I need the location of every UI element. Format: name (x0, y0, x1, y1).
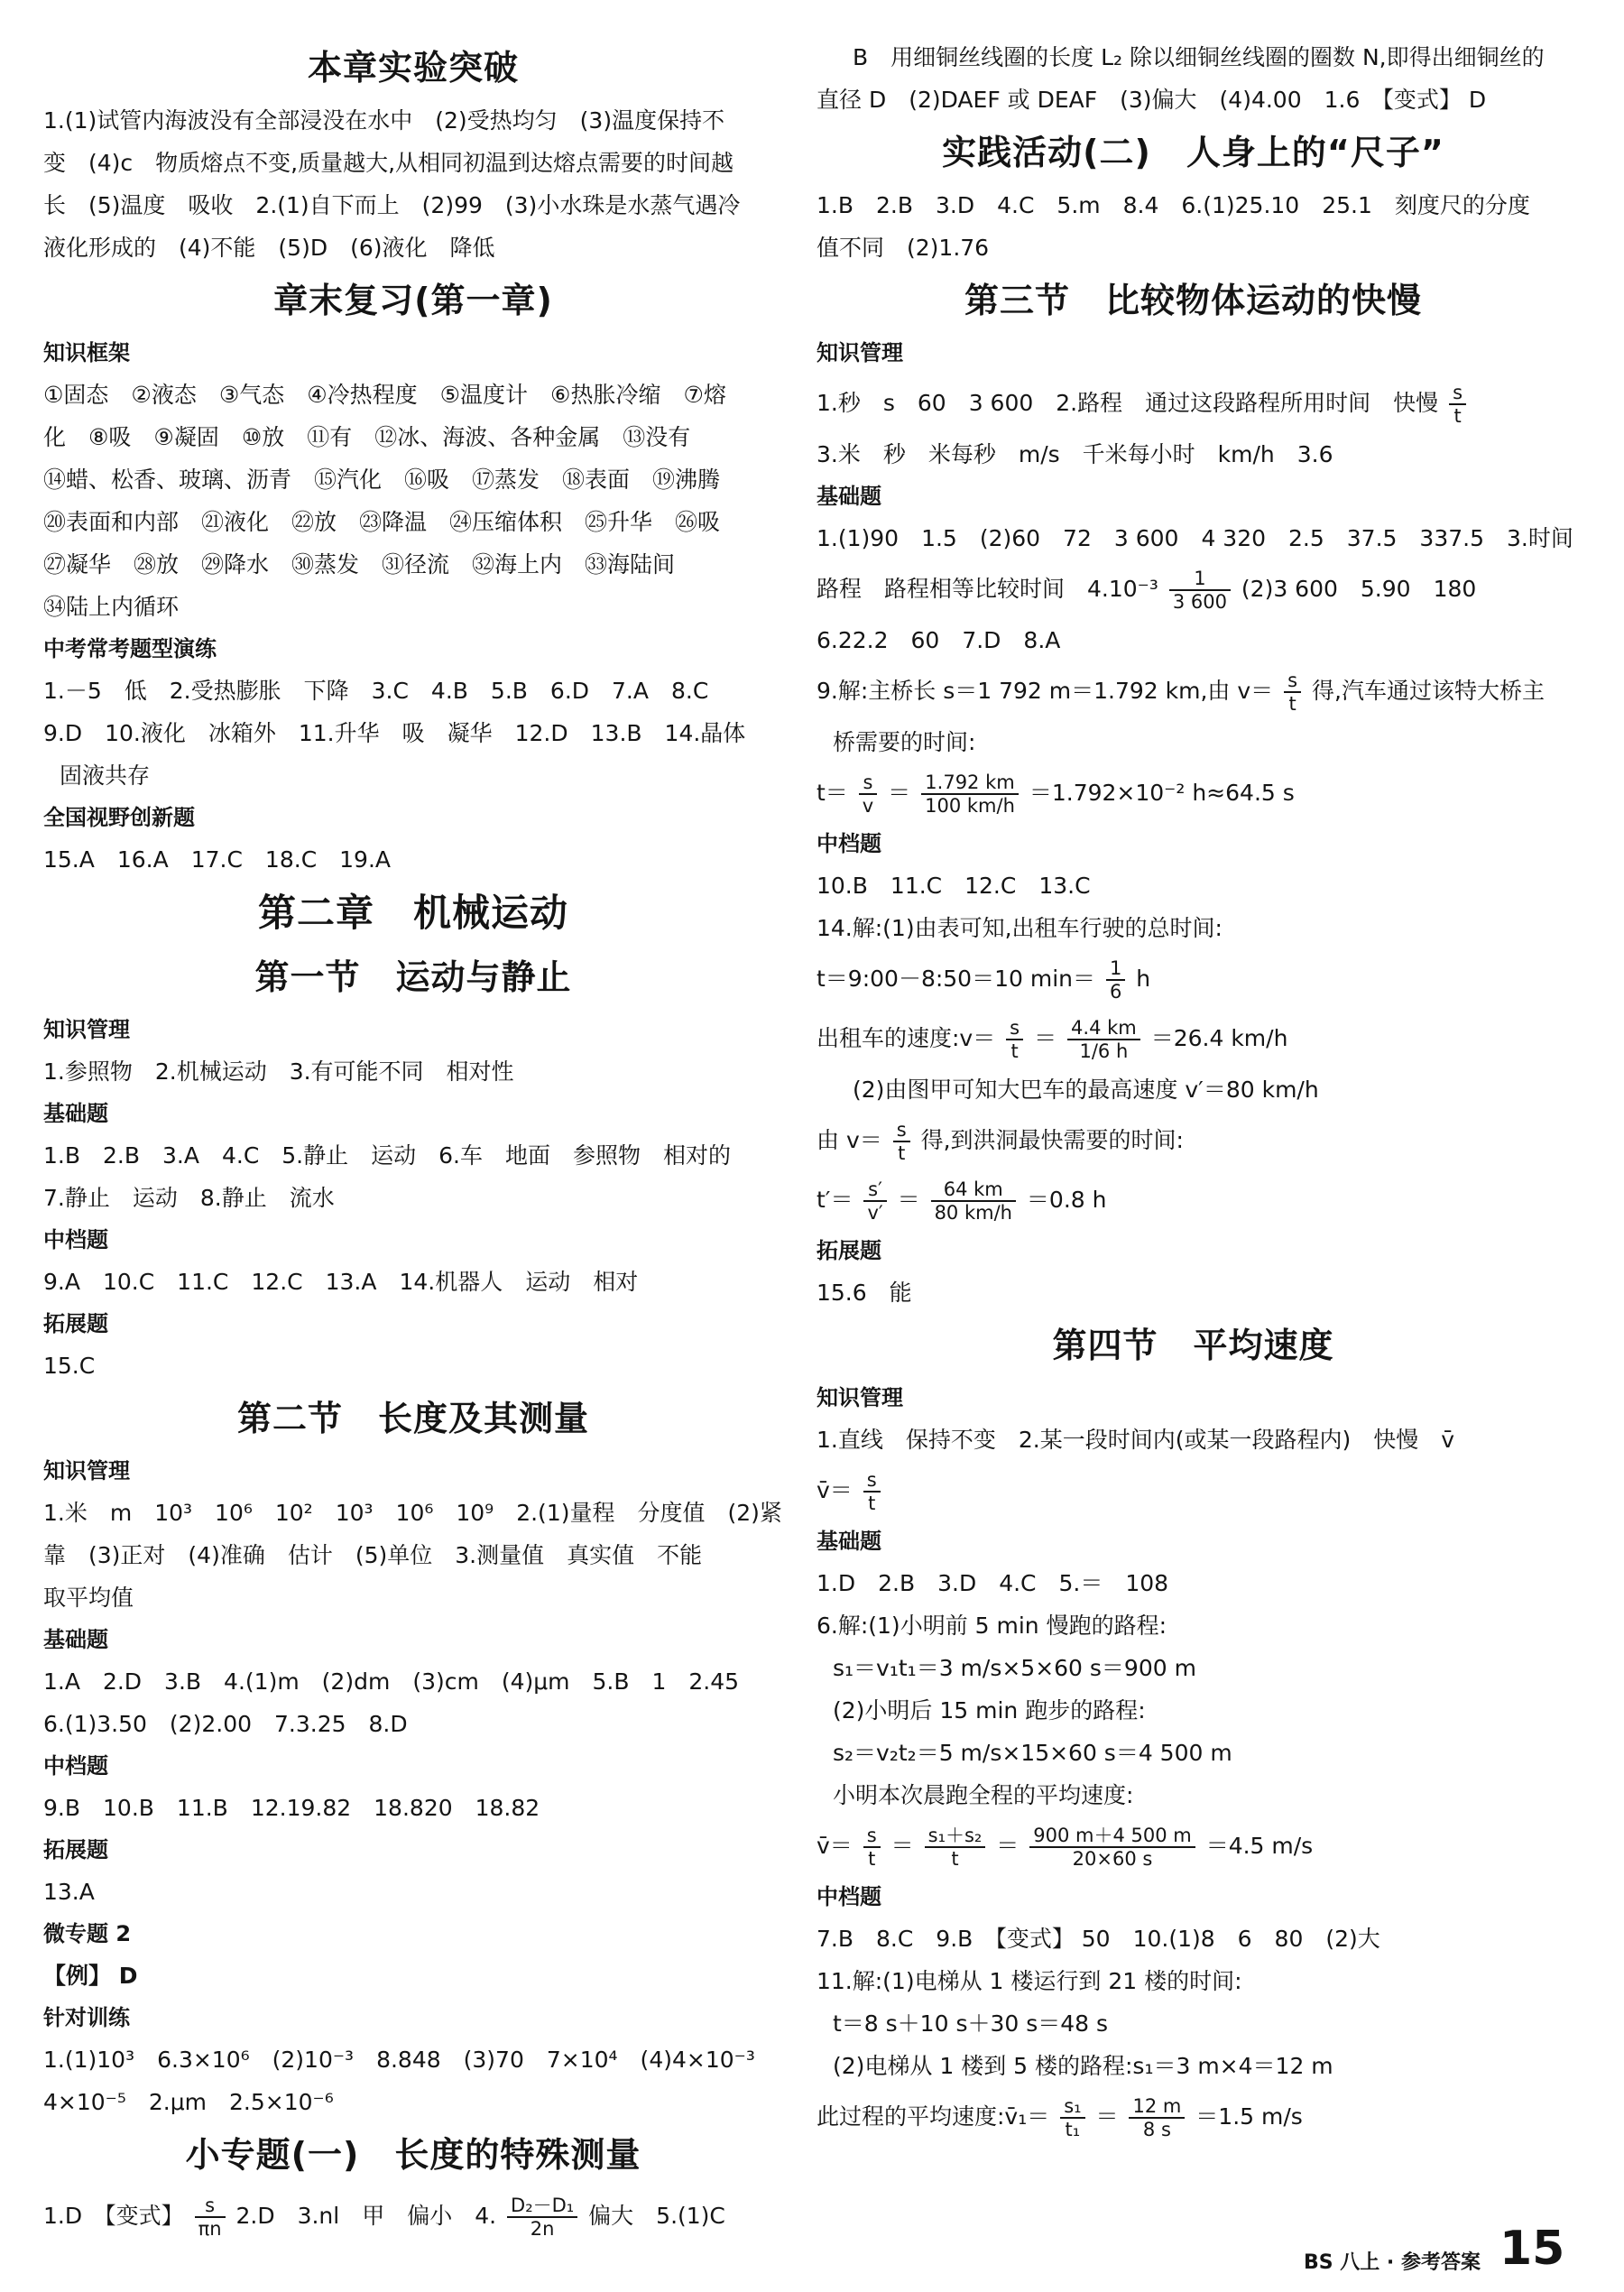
text: 1.D 【变式】 (43, 2203, 184, 2229)
numerator: s₁ (1060, 2095, 1084, 2119)
text: ＝1.792×10⁻² h≈64.5 s (1029, 780, 1295, 806)
text: 得,到洪洞最快需要的时间: (920, 1127, 1184, 1153)
fraction (1060, 2095, 1084, 2140)
footer-label: BS 八上 · 参考答案 (1304, 2251, 1481, 2274)
equation-line (817, 559, 1570, 619)
numerator: s (863, 1469, 881, 1493)
text-line: 小明本次晨跑全程的平均速度: (833, 1782, 1134, 1808)
fraction (893, 1119, 910, 1164)
text-line: 10.B 11.C 12.C 13.C (817, 873, 1091, 899)
denominator: πn (198, 2218, 222, 2240)
equation-line (817, 1009, 1570, 1068)
subheading: 基础题 (43, 1627, 108, 1652)
fraction (859, 772, 877, 817)
text-line: 6.解:(1)小明前 5 min 慢跑的路程: (817, 1613, 1167, 1639)
numerator: s (863, 1825, 881, 1848)
heading-practice-activity-2: 实践活动(二) 人身上的“尺子” (942, 133, 1444, 172)
fraction (1067, 1017, 1140, 1062)
text-line: 15.C (43, 1353, 96, 1379)
equation-line (43, 2186, 783, 2246)
subheading: 拓展题 (43, 1837, 108, 1862)
text-line: 4×10⁻⁵ 2.μm 2.5×10⁻⁶ (43, 2089, 334, 2115)
text: 得,汽车通过该特大桥主 (1312, 678, 1545, 704)
fraction (1284, 670, 1301, 715)
equation-line (817, 1461, 1570, 1520)
denominator: 80 km/h (934, 1202, 1012, 1224)
page-number: 15 (1499, 2222, 1565, 2276)
equation-line (817, 1816, 1570, 1876)
denominator: t (898, 1142, 906, 1164)
numerator: 1.792 km (921, 772, 1019, 795)
numerator: 4.4 km (1067, 1017, 1140, 1040)
text: 路程 路程相等比较时间 4.10⁻³ (817, 576, 1158, 602)
text-line: 1.(1)试管内海波没有全部浸没在水中 (2)受热均匀 (3)温度保持不 (43, 107, 725, 134)
text-line: 靠 (3)正对 (4)准确 估计 (5)单位 3.测量值 真实值 不能 (43, 1542, 703, 1568)
fraction (863, 1178, 886, 1224)
equation-line (817, 1170, 1570, 1230)
numerator: 64 km (931, 1178, 1016, 1202)
text-line: 液化形成的 (4)不能 (5)D (6)液化 降低 (43, 235, 495, 261)
numerator: 1 (1106, 957, 1125, 981)
denominator: v′ (867, 1202, 883, 1224)
heading-section-2: 第二节 长度及其测量 (236, 1399, 589, 1438)
denominator: t (1453, 405, 1462, 427)
text-line: 11.解:(1)电梯从 1 楼运行到 21 楼的时间: (817, 1968, 1242, 1994)
subheading: 中考常考题型演练 (43, 636, 217, 661)
fraction (1006, 1017, 1023, 1062)
text-line: t＝8 s＋10 s＋30 s＝48 s (833, 2010, 1109, 2037)
subheading: 基础题 (817, 484, 881, 509)
denominator: v (862, 795, 874, 817)
numerator: 1 (1169, 568, 1231, 591)
equation-line (817, 2087, 1570, 2147)
text-line: 7.静止 运动 8.静止 流水 (43, 1185, 335, 1211)
numerator: s (1449, 382, 1466, 405)
right-column (817, 36, 1573, 2147)
subheading: 中档题 (43, 1753, 108, 1779)
fraction (1029, 1825, 1195, 1870)
numerator: D₂－D₁ (507, 2195, 577, 2218)
numerator: 12 m (1129, 2095, 1185, 2119)
numerator: s (893, 1119, 910, 1142)
text-line: ㉞陆上内循环 (43, 594, 180, 620)
equation-line (817, 661, 1570, 721)
text: 1.秒 s 60 3 600 2.路程 通过这段路程所用时间 快慢 (817, 390, 1439, 416)
text-line: 13.A (43, 1879, 95, 1905)
subheading: 知识管理 (43, 1458, 130, 1483)
heading-section-3: 第三节 比较物体运动的快慢 (964, 281, 1422, 320)
text-line: 化 ⑧吸 ⑨凝固 ⑩放 ⑪有 ⑫冰、海波、各种金属 ⑬没有 (43, 424, 691, 450)
text-line: 9.A 10.C 11.C 12.C 13.A 14.机器人 运动 相对 (43, 1269, 639, 1295)
text: 此过程的平均速度:v̄₁＝ (817, 2103, 1050, 2130)
text-line: 7.B 8.C 9.B 【变式】 50 10.(1)8 6 80 (2)大 (817, 1926, 1380, 1952)
equation-line (817, 949, 1570, 1009)
text: 由 v＝ (817, 1127, 882, 1153)
text-line: 9.B 10.B 11.B 12.19.82 18.820 18.82 (43, 1795, 540, 1821)
numerator: 900 m＋4 500 m (1029, 1825, 1195, 1848)
subheading: 微专题 2 (43, 1921, 132, 1946)
text-line: ⑭蜡、松香、玻璃、沥青 ⑮汽化 ⑯吸 ⑰蒸发 ⑱表面 ⑲沸腾 (43, 467, 721, 493)
denominator: t₁ (1065, 2119, 1081, 2140)
text-line: 直径 D (2)DAEF 或 DEAF (3)偏大 (4)4.00 1.6 【变式】 D (817, 87, 1487, 113)
equation-line (817, 1111, 1570, 1170)
text: v̄＝ (817, 1477, 853, 1503)
text-line: 15.6 能 (817, 1280, 912, 1306)
subheading: 中档题 (43, 1227, 108, 1252)
text-line: s₂＝v₂t₂＝5 m/s×15×60 s＝4 500 m (833, 1740, 1232, 1766)
text-line: 9.D 10.液化 冰箱外 11.升华 吸 凝华 12.D 13.B 14.晶体 (43, 720, 746, 746)
subheading: 知识管理 (43, 1017, 130, 1042)
text: h (1136, 966, 1151, 992)
text: ＝ (1095, 2103, 1119, 2130)
fraction (195, 2195, 226, 2240)
text-line: ①固态 ②液态 ③气态 ④冷热程度 ⑤温度计 ⑥热胀冷缩 ⑦熔 (43, 382, 726, 408)
fraction (1169, 568, 1231, 613)
subheading: 针对训练 (43, 2005, 130, 2030)
text: ＝0.8 h (1026, 1187, 1107, 1213)
text: ＝ (996, 1833, 1020, 1859)
text-line: B 用细铜丝线圈的长度 L₂ 除以细铜丝线圈的圈数 N,即得出细铜丝的 (853, 44, 1545, 70)
text-line: 1.(1)10³ 6.3×10⁶ (2)10⁻³ 8.848 (3)70 7×10⁴ (4)4×10⁻³ (43, 2047, 755, 2073)
fraction (1106, 957, 1125, 1003)
denominator: t (868, 1493, 876, 1514)
fraction (863, 1825, 881, 1870)
text: t＝ (817, 780, 848, 806)
numerator: s (859, 772, 877, 795)
text-line: 长 (5)温度 吸收 2.(1)自下而上 (2)99 (3)小水珠是水蒸气遇冷 (43, 192, 741, 218)
subheading: 中档题 (817, 1884, 881, 1909)
text: ＝4.5 m/s (1205, 1833, 1314, 1859)
left-column (43, 36, 783, 2246)
fraction (863, 1469, 881, 1514)
subheading: 知识管理 (817, 340, 903, 365)
text: 2.D 3.nl 甲 偏小 4. (235, 2203, 497, 2229)
text: (2)3 600 5.90 180 (1241, 576, 1477, 602)
subheading: 基础题 (817, 1529, 881, 1554)
denominator: t (868, 1848, 876, 1870)
fraction (931, 1178, 1016, 1224)
heading-section-1: 第一节 运动与静止 (254, 957, 572, 997)
text-line: 1.－5 低 2.受热膨胀 下降 3.C 4.B 5.B 6.D 7.A 8.C (43, 678, 709, 704)
text: ＝ (890, 1833, 914, 1859)
numerator: s (195, 2195, 226, 2218)
text-line: 【例】 D (43, 1963, 138, 1989)
text-line: 14.解:(1)由表可知,出租车行驶的总时间: (817, 915, 1223, 941)
text-line: 1.米 m 10³ 10⁶ 10² 10³ 10⁶ 10⁹ 2.(1)量程 分度值 (2)紧 (43, 1500, 782, 1526)
text: ＝26.4 km/h (1150, 1025, 1288, 1051)
fraction (1449, 382, 1466, 427)
numerator: s (1006, 1017, 1023, 1040)
text: ＝ (888, 780, 911, 806)
equation-line (817, 763, 1570, 823)
text: 9.解:主桥长 s＝1 792 m＝1.792 km,由 v＝ (817, 678, 1274, 704)
subheading: 中档题 (817, 831, 881, 856)
text: ＝1.5 m/s (1195, 2103, 1303, 2130)
heading-chapter-experiments: 本章实验突破 (307, 48, 519, 88)
text-line: 1.(1)90 1.5 (2)60 72 3 600 4 320 2.5 37.5 337.5 3.时间 (817, 525, 1573, 551)
numerator: s (1284, 670, 1301, 693)
text: 出租车的速度:v＝ (817, 1025, 996, 1051)
denominator: t (951, 1848, 959, 1870)
subheading: 拓展题 (817, 1238, 881, 1263)
text-line: 取平均值 (43, 1585, 134, 1611)
text: ＝ (1034, 1025, 1057, 1051)
text-line: s₁＝v₁t₁＝3 m/s×5×60 s＝900 m (833, 1655, 1196, 1681)
text-line: ⑳表面和内部 ㉑液化 ㉒放 ㉓降温 ㉔压缩体积 ㉕升华 ㉖吸 (43, 509, 721, 535)
text-line: 6.22.2 60 7.D 8.A (817, 627, 1061, 653)
text-line: 1.D 2.B 3.D 4.C 5.＝ 108 (817, 1570, 1169, 1596)
subheading: 基础题 (43, 1101, 108, 1126)
denominator: 2n (530, 2218, 555, 2240)
text-line: 1.A 2.D 3.B 4.(1)m (2)dm (3)cm (4)μm 5.B 1 2.45 (43, 1668, 740, 1695)
text-line: ㉗凝华 ㉘放 ㉙降水 ㉚蒸发 ㉛径流 ㉜海上内 ㉝海陆间 (43, 551, 676, 578)
denominator: 20×60 s (1072, 1848, 1153, 1870)
text-line: 值不同 (2)1.76 (817, 235, 990, 261)
heading-special-topic-1: 小专题(一) 长度的特殊测量 (185, 2135, 641, 2175)
equation-line (817, 374, 1570, 433)
text: t′＝ (817, 1187, 854, 1213)
text-line: 桥需要的时间: (833, 729, 976, 755)
denominator: 3 600 (1172, 591, 1227, 613)
text-line: 1.参照物 2.机械运动 3.有可能不同 相对性 (43, 1058, 514, 1085)
denominator: t (1010, 1040, 1019, 1062)
text-line: 1.直线 保持不变 2.某一段时间内(或某一段路程内) 快慢 v̄ (817, 1427, 1455, 1453)
denominator: 1/6 h (1079, 1040, 1129, 1062)
denominator: 6 (1109, 981, 1122, 1003)
text-line: 15.A 16.A 17.C 18.C 19.A (43, 846, 392, 873)
text: t＝9:00－8:50＝10 min＝ (817, 966, 1095, 992)
text-line: 1.B 2.B 3.D 4.C 5.m 8.4 6.(1)25.10 25.1 刻度尺的分度 (817, 192, 1530, 218)
subheading: 知识框架 (43, 340, 130, 365)
numerator: s′ (863, 1178, 886, 1202)
text-line: 3.米 秒 米每秒 m/s 千米每小时 km/h 3.6 (817, 441, 1333, 467)
text-line: (2)小明后 15 min 跑步的路程: (833, 1697, 1146, 1724)
heading-chapter-review: 章末复习(第一章) (273, 281, 553, 320)
fraction (1129, 2095, 1185, 2140)
text-line: 6.(1)3.50 (2)2.00 7.3.25 8.D (43, 1711, 408, 1737)
text-line: 固液共存 (60, 762, 151, 789)
text-line: (2)由图甲可知大巴车的最高速度 v′＝80 km/h (853, 1077, 1319, 1103)
numerator: s₁＋s₂ (925, 1825, 986, 1848)
text-line: 变 (4)c 物质熔点不变,质量越大,从相同初温到达熔点需要的时间越 (43, 150, 734, 176)
heading-chapter-2: 第二章 机械运动 (257, 891, 568, 935)
text: 偏大 5.(1)C (588, 2203, 725, 2229)
subheading: 拓展题 (43, 1311, 108, 1336)
fraction (925, 1825, 986, 1870)
fraction (507, 2195, 577, 2240)
subheading: 全国视野创新题 (43, 805, 195, 830)
text-line: 1.B 2.B 3.A 4.C 5.静止 运动 6.车 地面 参照物 相对的 (43, 1142, 731, 1169)
denominator: 8 s (1142, 2119, 1171, 2140)
denominator: 100 km/h (925, 795, 1015, 817)
subheading: 知识管理 (817, 1385, 903, 1410)
text: ＝ (897, 1187, 920, 1213)
text: v̄＝ (817, 1833, 853, 1859)
denominator: t (1288, 693, 1296, 715)
heading-section-4: 第四节 平均速度 (1052, 1326, 1334, 1365)
text-line: (2)电梯从 1 楼到 5 楼的路程:s₁＝3 m×4＝12 m (833, 2053, 1333, 2079)
fraction (921, 772, 1019, 817)
